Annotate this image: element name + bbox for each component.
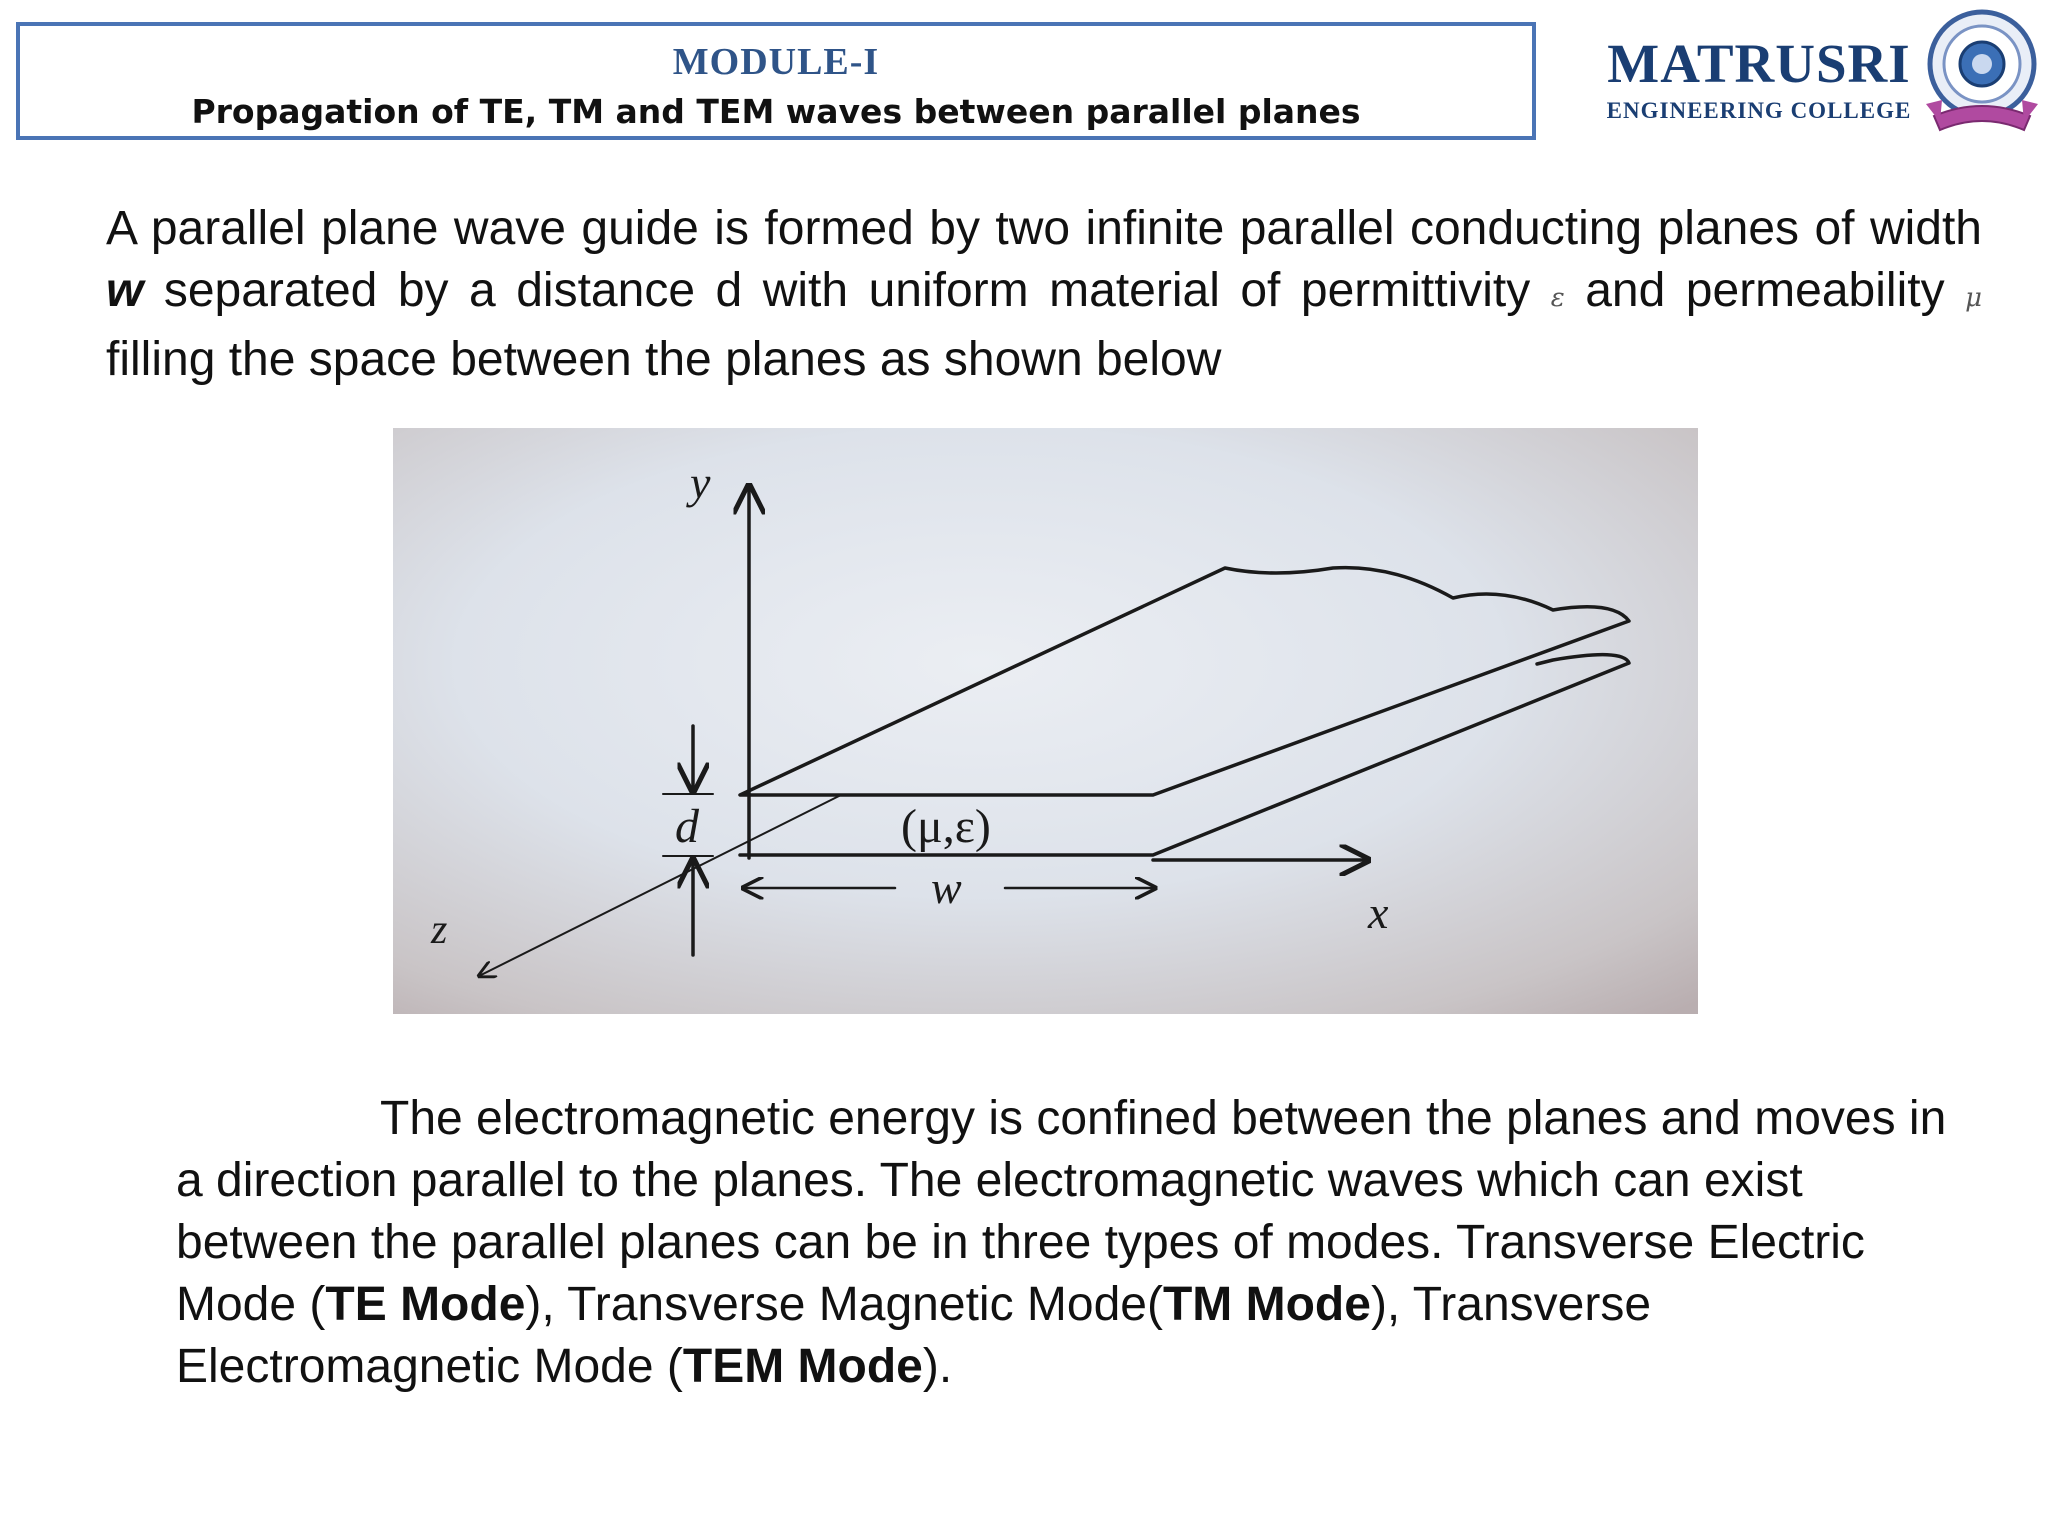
tem-mode-term: TEM Mode xyxy=(682,1340,923,1393)
te-mode-term: TE Mode xyxy=(325,1278,526,1331)
waveguide-diagram xyxy=(393,428,1698,1014)
medium-label: (μ,ε) xyxy=(901,800,991,853)
college-brand xyxy=(1600,34,1918,124)
width-symbol: w xyxy=(106,264,144,317)
intro-text-1: A parallel plane wave guide is formed by two infinite parallel conducting planes of width xyxy=(106,202,1982,255)
slide-header xyxy=(16,22,1536,140)
permeability-symbol: μ xyxy=(1965,283,1982,313)
d-label: d xyxy=(675,800,699,853)
tm-mode-term: TM Mode xyxy=(1162,1278,1371,1331)
permittivity-symbol: ε xyxy=(1550,283,1565,313)
z-axis-label: z xyxy=(431,907,448,953)
intro-paragraph xyxy=(106,198,1982,391)
modes-text-1: The electromagnetic energy is confined between the planes and moves in a direction parallel to the planes. The electromagnetic waves which can exist between the parallel planes can be in three types of modes. Transverse Electric Mode ( xyxy=(176,1092,1947,1331)
modes-paragraph xyxy=(176,1088,1956,1398)
waveguide-figure xyxy=(393,428,1698,1014)
college-name: MATRUSRI xyxy=(1607,33,1911,94)
modes-text-4: ). xyxy=(922,1340,953,1393)
intro-text-4: filling the space between the planes as shown below xyxy=(106,333,1222,386)
w-label: w xyxy=(931,862,962,913)
college-emblem-icon xyxy=(1920,4,2044,144)
intro-text-2: separated by a distance d with uniform material of permittivity xyxy=(143,264,1551,317)
modes-text-3: ), Transverse Electromagnetic Mode ( xyxy=(176,1278,1652,1393)
module-title: MODULE-I xyxy=(672,41,880,83)
college-subtitle: ENGINEERING COLLEGE xyxy=(1606,98,1912,123)
x-axis-label: x xyxy=(1368,887,1389,938)
y-axis-label: y xyxy=(690,457,711,508)
slide-title: Propagation of TE, TM and TEM waves between parallel planes xyxy=(191,92,1361,131)
modes-text-2: ), Transverse Magnetic Mode( xyxy=(525,1278,1163,1331)
figure-background xyxy=(393,428,1698,1014)
intro-text-3: and permeability xyxy=(1564,264,1966,317)
